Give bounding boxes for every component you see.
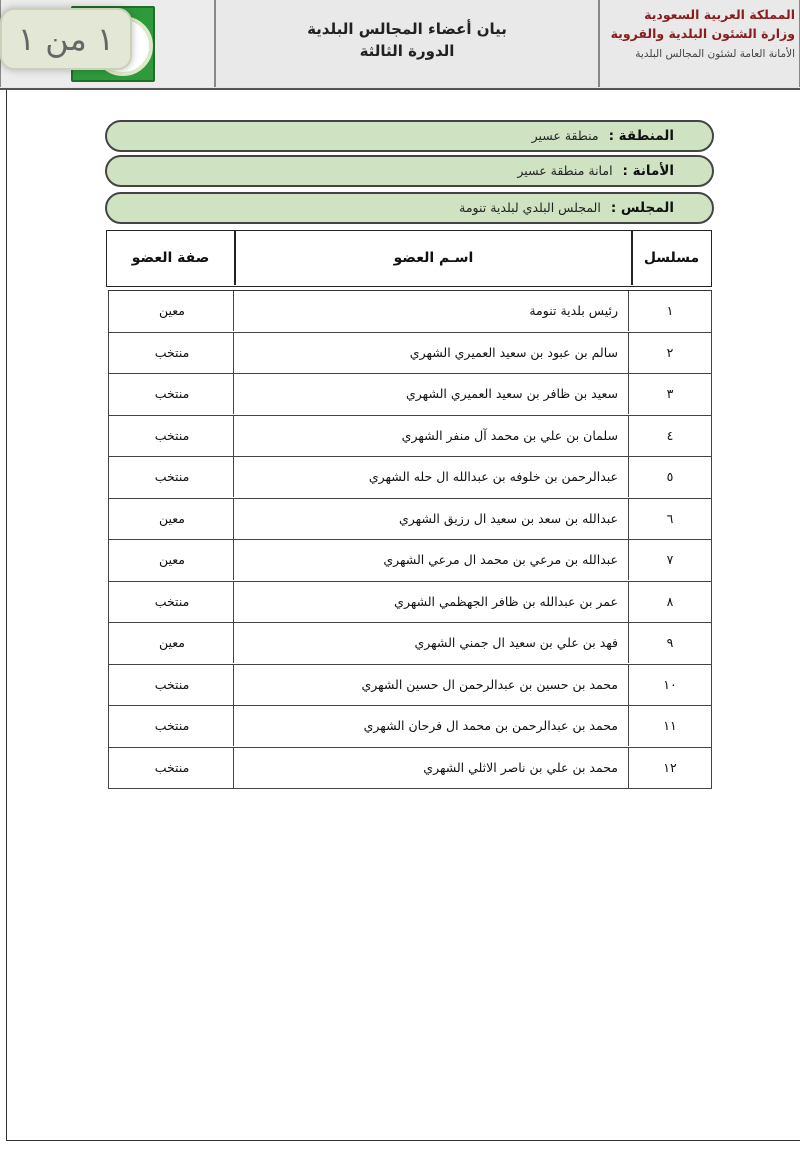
row-serial: ٥ (666, 469, 674, 484)
row-member-name: سالم بن عبود بن سعيد العميري الشهري (233, 333, 629, 373)
row-member-name: محمد بن عبدالرحمن بن محمد ال فرحان الشهري (233, 706, 629, 746)
row-member-role: معين (158, 552, 185, 567)
row-serial: ١٠ (663, 676, 677, 692)
table-row (108, 333, 712, 375)
row-member-name: رئيس بلدية تنومة (233, 291, 629, 331)
table-row (108, 582, 712, 624)
row-serial: ٢ (666, 344, 674, 360)
row-serial: ٧ (666, 552, 674, 567)
header-title-cell (215, 0, 599, 87)
row-serial: ٤ (666, 427, 674, 443)
members-table-body (108, 290, 712, 789)
row-member-name: سلمان بن علي بن محمد آل منفر الشهري (233, 416, 629, 456)
org-name-line1: المملكة العربية السعودية (644, 7, 795, 22)
document-subtitle: الدورة الثالثة (359, 42, 455, 60)
row-serial: ١ (666, 303, 674, 318)
org-name-line3: الأمانة العامة لشئون المجالس البلدية (635, 48, 795, 60)
amana-value: امانة منطقة عسير (517, 163, 613, 178)
row-member-role: منتخب (154, 718, 190, 733)
column-header-name: اسـم العضو (234, 231, 631, 285)
row-member-role: معين (158, 635, 185, 650)
row-member-role: منتخب (154, 427, 190, 443)
region-pill (105, 120, 714, 152)
amana-label: الأمانة : (622, 163, 674, 179)
table-row (108, 540, 712, 582)
table-row (108, 748, 712, 790)
row-serial: ٩ (666, 635, 674, 650)
table-row (108, 374, 712, 416)
column-header-serial: مسلسل (631, 231, 710, 285)
row-member-name: فهد بن علي بن سعيد ال جمني الشهري (233, 623, 629, 663)
document-title: بيان أعضاء المجالس البلدية (307, 20, 507, 38)
row-member-role: معين (158, 510, 185, 526)
row-member-name: عبدالله بن مرعي بن محمد ال مرعي الشهري (233, 540, 629, 580)
page-indicator-badge: ١ من ١ (0, 8, 132, 70)
row-member-name: عبدالله بن سعد بن سعيد ال رزيق الشهري (233, 499, 629, 539)
table-row (108, 457, 712, 499)
table-row (108, 499, 712, 541)
table-row (108, 291, 712, 333)
row-member-role: منتخب (154, 469, 190, 484)
amana-pill (105, 155, 714, 187)
header-org-cell (599, 0, 800, 87)
row-member-role: منتخب (154, 593, 190, 609)
region-value: منطقة عسير (531, 128, 599, 143)
row-member-name: عبدالرحمن بن خلوفه بن عبدالله ال حله الشهري (233, 457, 629, 497)
row-member-name: عمر بن عبدالله بن ظافر الجهظمي الشهري (233, 582, 629, 622)
row-member-role: منتخب (154, 676, 190, 692)
row-member-name: سعيد بن ظافر بن سعيد العميري الشهري (233, 374, 629, 414)
org-name-line2: وزارة الشئون البلدية والقروية (610, 26, 795, 41)
table-row (108, 623, 712, 665)
row-member-role: معين (158, 303, 185, 318)
row-member-role: منتخب (154, 344, 190, 360)
row-member-name: محمد بن حسين بن عبدالرحمن ال حسين الشهري (233, 665, 629, 705)
region-label: المنطقة : (608, 128, 674, 144)
row-serial: ٨ (666, 593, 674, 609)
council-pill (105, 192, 714, 224)
row-serial: ١٢ (663, 759, 677, 775)
row-serial: ٦ (666, 510, 674, 526)
table-row (108, 706, 712, 748)
council-label: المجلس : (610, 200, 674, 216)
row-member-role: منتخب (154, 386, 190, 401)
row-serial: ١١ (663, 718, 677, 733)
council-value: المجلس البلدي لبلدية تنومة (459, 200, 601, 215)
row-member-name: محمد بن علي بن ناصر الاثلي الشهري (233, 748, 629, 788)
members-table-header (106, 230, 712, 287)
row-serial: ٣ (666, 386, 674, 401)
row-member-role: منتخب (154, 759, 190, 775)
column-header-role: صفة العضو (107, 231, 234, 285)
table-row (108, 416, 712, 458)
table-row (108, 665, 712, 707)
